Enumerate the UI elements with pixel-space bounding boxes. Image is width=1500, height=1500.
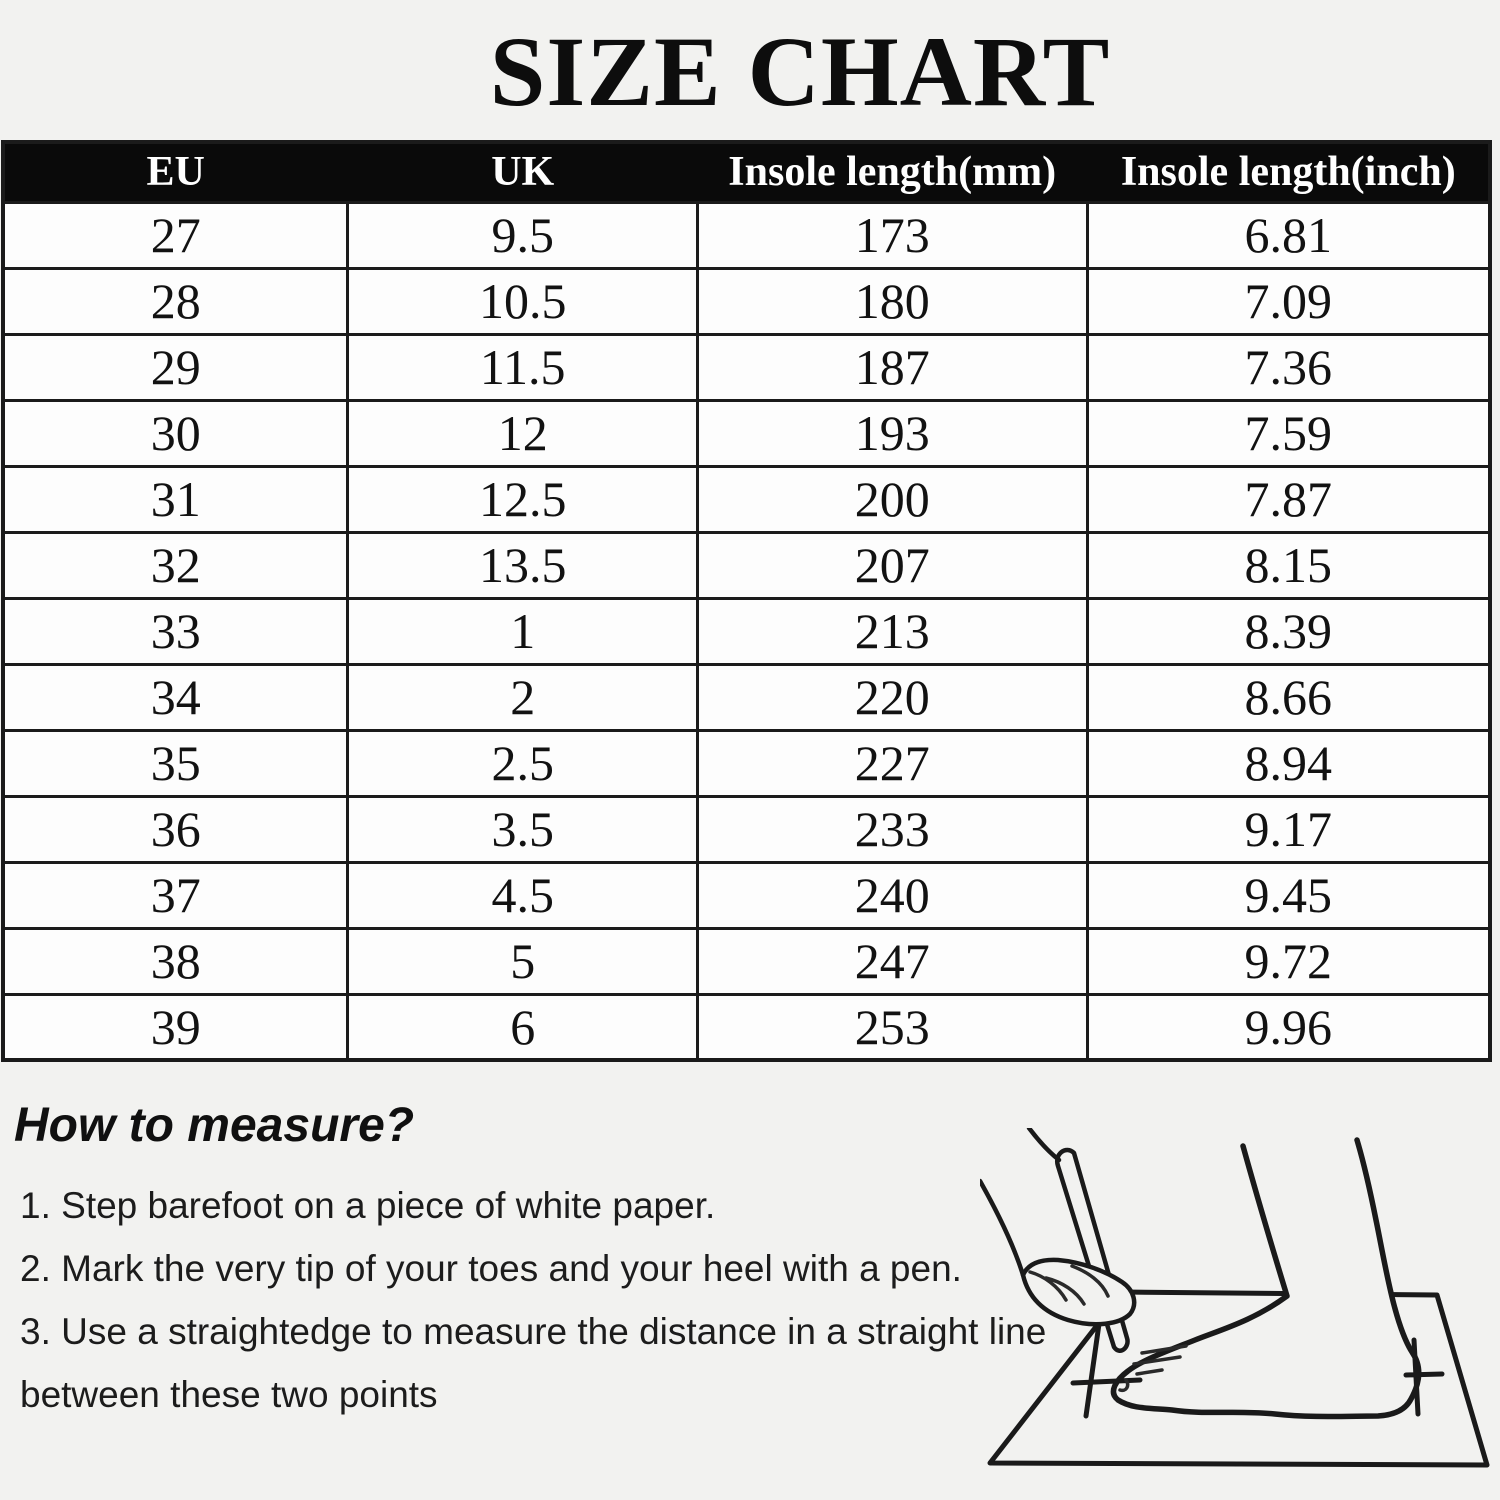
header-cell-eu: EU: [3, 142, 348, 202]
table-cell: 38: [3, 928, 348, 994]
table-row: [3, 400, 1490, 466]
table-cell: 34: [3, 664, 348, 730]
table-cell: 37: [3, 862, 348, 928]
size-table-header: [3, 142, 1490, 202]
table-cell: 31: [3, 466, 348, 532]
table-cell: 9.5: [348, 202, 697, 268]
instruction-line: 2. Mark the very tip of your toes and your heel with a pen.: [20, 1248, 962, 1289]
table-row: [3, 334, 1490, 400]
table-cell: 2: [348, 664, 697, 730]
table-cell: 8.66: [1087, 664, 1490, 730]
table-cell: 39: [3, 994, 348, 1060]
table-row: [3, 796, 1490, 862]
table-row: [3, 598, 1490, 664]
header-cell-insole-mm: Insole length(mm): [697, 142, 1087, 202]
foot-fill: [1113, 1140, 1418, 1417]
table-row: [3, 268, 1490, 334]
table-row: [3, 466, 1490, 532]
table-cell: 33: [3, 598, 348, 664]
table-row: [3, 202, 1490, 268]
table-cell: 8.94: [1087, 730, 1490, 796]
table-cell: 9.45: [1087, 862, 1490, 928]
table-cell: 6: [348, 994, 697, 1060]
table-row: [3, 730, 1490, 796]
table-cell: 240: [697, 862, 1087, 928]
table-cell: 7.59: [1087, 400, 1490, 466]
how-to-measure-heading: How to measure?: [14, 1099, 415, 1152]
table-cell: 32: [3, 532, 348, 598]
table-row: [3, 928, 1490, 994]
size-table: [1, 140, 1492, 1062]
table-cell: 3.5: [348, 796, 697, 862]
table-cell: 8.39: [1087, 598, 1490, 664]
table-cell: 173: [697, 202, 1087, 268]
table-cell: 220: [697, 664, 1087, 730]
header-cell-uk: UK: [348, 142, 697, 202]
table-cell: 13.5: [348, 532, 697, 598]
table-cell: 247: [697, 928, 1087, 994]
table-cell: 9.17: [1087, 796, 1490, 862]
table-cell: 233: [697, 796, 1087, 862]
header-row: [3, 142, 1490, 202]
table-cell: 207: [697, 532, 1087, 598]
table-cell: 7.36: [1087, 334, 1490, 400]
table-cell: 2.5: [348, 730, 697, 796]
table-cell: 30: [3, 400, 348, 466]
page-title: SIZE CHART: [489, 16, 1111, 127]
table-row: [3, 994, 1490, 1060]
table-cell: 6.81: [1087, 202, 1490, 268]
table-cell: 4.5: [348, 862, 697, 928]
table-cell: 1: [348, 598, 697, 664]
instruction-line: 3. Use a straightedge to measure the distance in a straight line: [20, 1311, 1047, 1352]
table-cell: 227: [697, 730, 1087, 796]
table-cell: 200: [697, 466, 1087, 532]
table-cell: 9.96: [1087, 994, 1490, 1060]
table-cell: 7.09: [1087, 268, 1490, 334]
table-cell: 187: [697, 334, 1087, 400]
table-cell: 11.5: [348, 334, 697, 400]
table-cell: 193: [697, 400, 1087, 466]
table-cell: 28: [3, 268, 348, 334]
table-cell: 29: [3, 334, 348, 400]
table-cell: 213: [697, 598, 1087, 664]
table-cell: 10.5: [348, 268, 697, 334]
table-cell: 7.87: [1087, 466, 1490, 532]
measure-instructions: [20, 1174, 1046, 1426]
instruction-line: between these two points: [20, 1374, 438, 1415]
table-cell: 36: [3, 796, 348, 862]
table-cell: 253: [697, 994, 1087, 1060]
table-cell: 35: [3, 730, 348, 796]
table-cell: 8.15: [1087, 532, 1490, 598]
table-cell: 9.72: [1087, 928, 1490, 994]
table-cell: 5: [348, 928, 697, 994]
table-row: [3, 532, 1490, 598]
foot-measuring-illustration: [980, 1128, 1500, 1500]
table-cell: 180: [697, 268, 1087, 334]
table-cell: 12.5: [348, 466, 697, 532]
table-cell: 27: [3, 202, 348, 268]
table-row: [3, 862, 1490, 928]
table-cell: 12: [348, 400, 697, 466]
table-row: [3, 664, 1490, 730]
wrist-lines: [980, 1128, 1059, 1275]
size-table-body: [3, 202, 1490, 1060]
instruction-line: 1. Step barefoot on a piece of white paper.: [20, 1185, 716, 1226]
header-cell-insole-inch: Insole length(inch): [1087, 142, 1490, 202]
